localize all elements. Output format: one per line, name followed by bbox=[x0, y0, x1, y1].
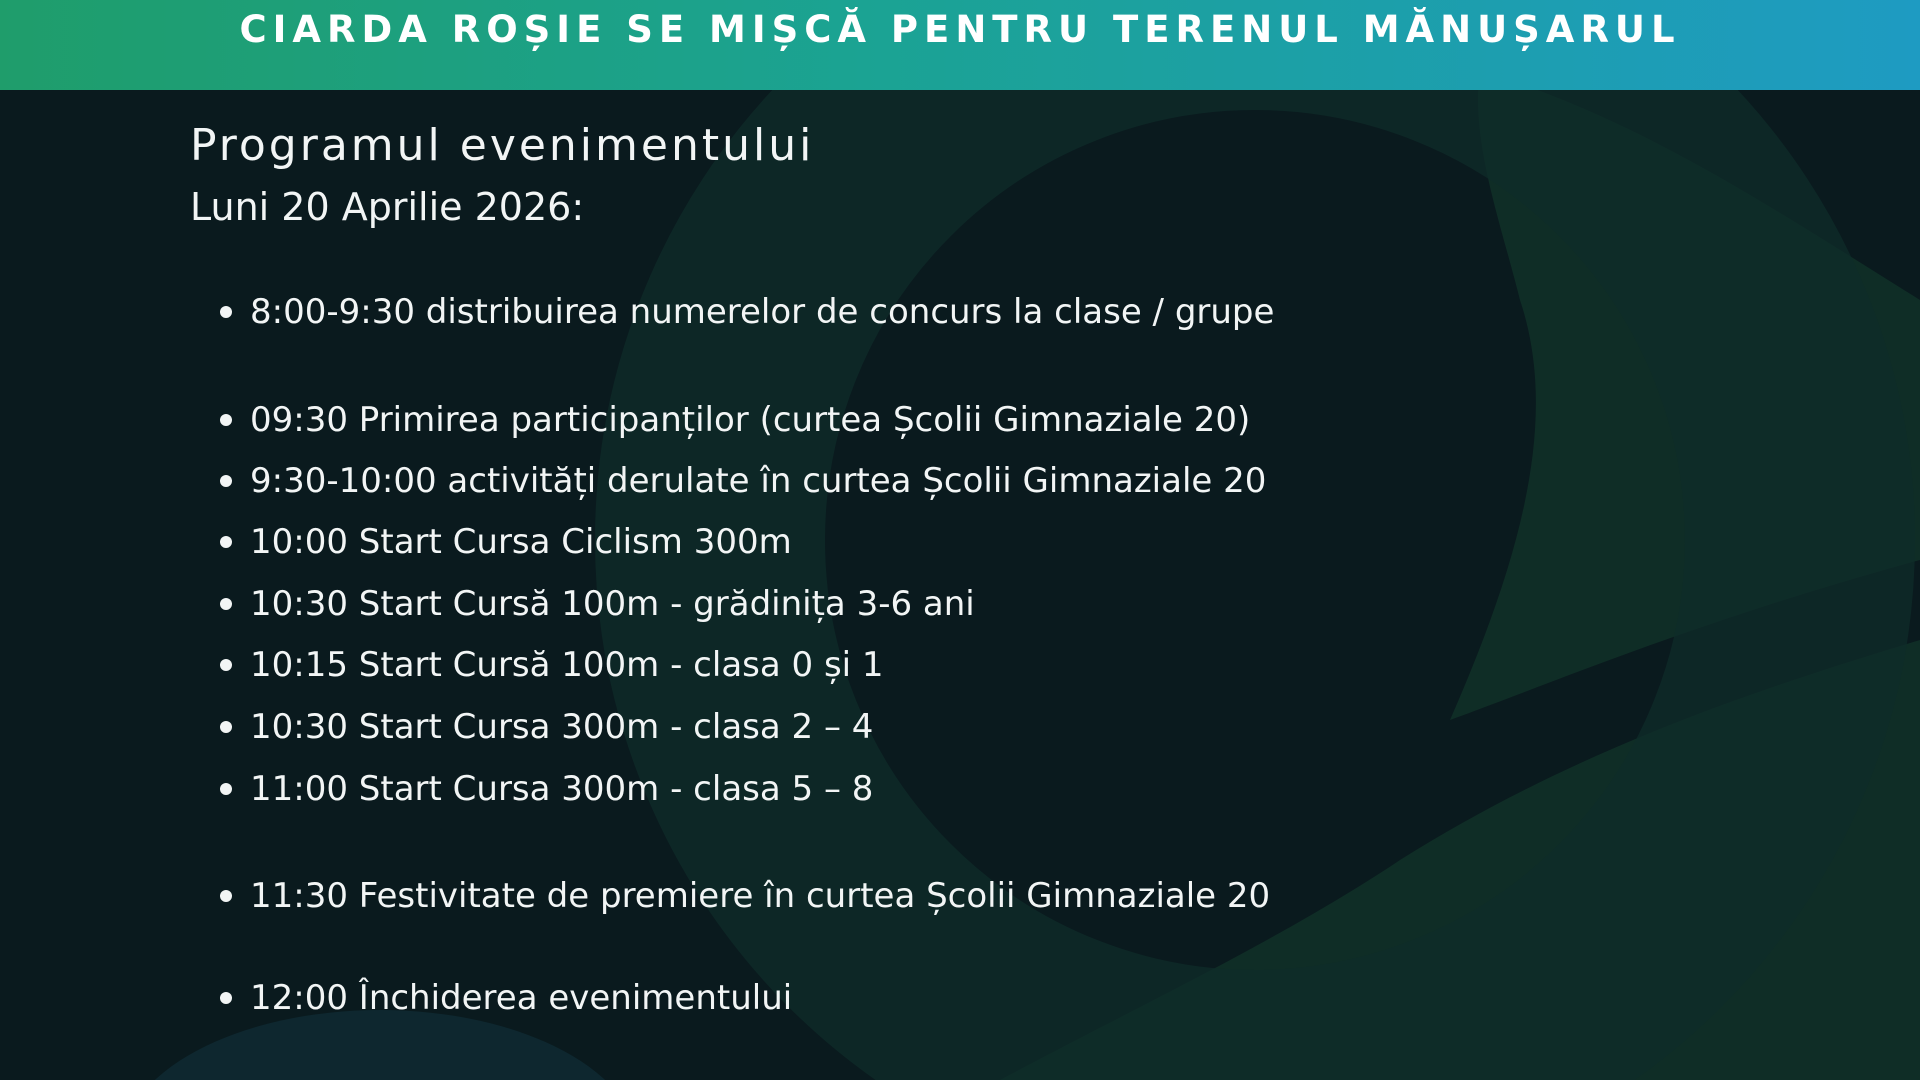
schedule-item-text: 10:15 Start Cursă 100m - clasa 0 și 1 bbox=[250, 645, 884, 685]
schedule-item-text: 09:30 Primirea participanților (curtea Școlii Gimnaziale 20) bbox=[250, 400, 1251, 440]
bullet-icon bbox=[220, 414, 232, 426]
schedule-item-text: 8:00-9:30 distribuirea numerelor de concurs la clase / grupe bbox=[250, 292, 1275, 332]
program-heading: Programul evenimentului bbox=[190, 120, 815, 171]
schedule-item bbox=[220, 976, 792, 1020]
schedule-item bbox=[220, 767, 873, 811]
schedule-item-text: 10:00 Start Cursa Ciclism 300m bbox=[250, 522, 792, 562]
schedule-item bbox=[220, 582, 975, 626]
schedule-item bbox=[220, 643, 884, 687]
schedule-item bbox=[220, 290, 1274, 334]
schedule-item-text: 9:30-10:00 activități derulate în curtea Școlii Gimnaziale 20 bbox=[250, 461, 1267, 501]
program-section bbox=[190, 112, 1690, 234]
bullet-icon bbox=[220, 992, 232, 1004]
title-banner bbox=[0, 0, 1920, 90]
event-date: Luni 20 Aprilie 2026: bbox=[190, 185, 585, 229]
schedule-item bbox=[220, 705, 873, 749]
bullet-icon bbox=[220, 721, 232, 733]
bullet-icon bbox=[220, 890, 232, 902]
schedule-item-text: 11:00 Start Cursa 300m - clasa 5 – 8 bbox=[250, 769, 874, 809]
bullet-icon bbox=[220, 306, 232, 318]
schedule-item-text: 11:30 Festivitate de premiere în curtea Școlii Gimnaziale 20 bbox=[250, 876, 1271, 916]
bullet-icon bbox=[220, 536, 232, 548]
bullet-icon bbox=[220, 598, 232, 610]
schedule-item bbox=[220, 459, 1266, 503]
schedule-item-text: 10:30 Start Cursă 100m - grădinița 3-6 ani bbox=[250, 584, 975, 624]
bullet-icon bbox=[220, 783, 232, 795]
schedule-item-text: 12:00 Închiderea evenimentului bbox=[250, 978, 793, 1018]
schedule-item bbox=[220, 520, 792, 564]
schedule-item-text: 10:30 Start Cursa 300m - clasa 2 – 4 bbox=[250, 707, 874, 747]
schedule-item bbox=[220, 874, 1270, 918]
banner-title: CIARDA ROȘIE SE MIȘCĂ PENTRU TERENUL MĂNUȘARUL bbox=[239, 8, 1681, 51]
bullet-icon bbox=[220, 475, 232, 487]
schedule-item bbox=[220, 398, 1250, 442]
bullet-icon bbox=[220, 659, 232, 671]
